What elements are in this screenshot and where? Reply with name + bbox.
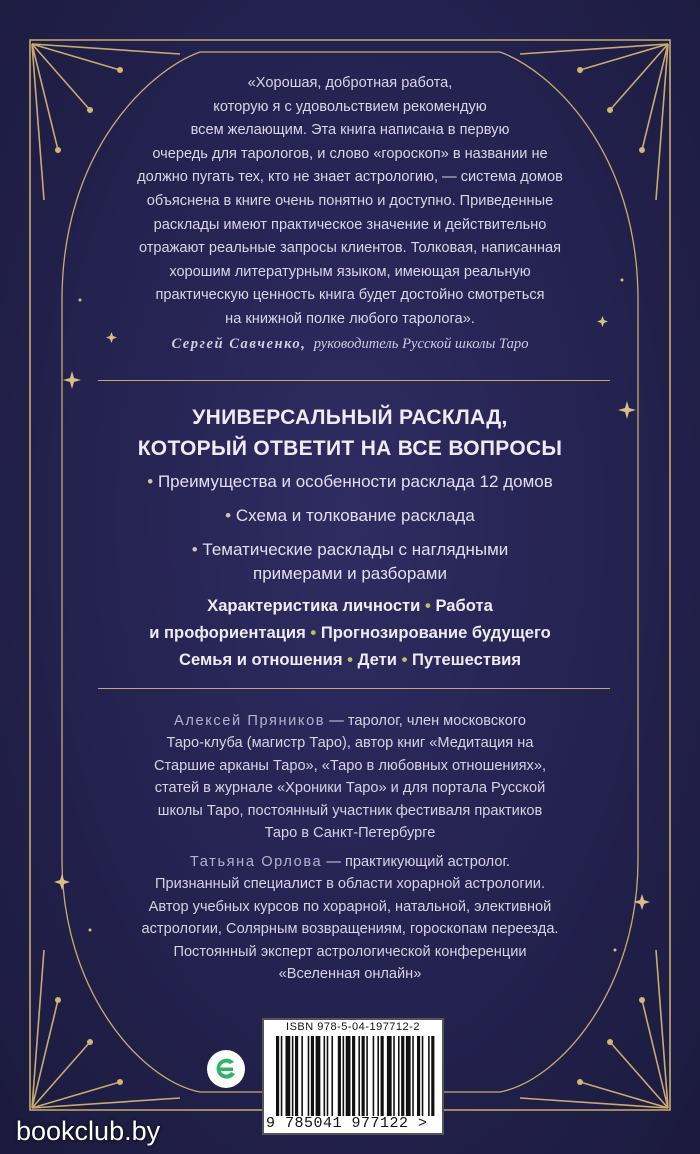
topic: Характеристика личности xyxy=(207,596,421,615)
bio-line: Старшие арканы Таро», «Таро в любовных отношениях», xyxy=(153,757,547,774)
topic: Семья и отношения xyxy=(178,650,343,669)
quote-line: практическую ценность книга будет достойно смотреться xyxy=(155,287,545,304)
feature-text: Тематические расклады с наглядными xyxy=(202,540,509,559)
bio-text: — таролог, член московского xyxy=(325,713,526,729)
divider-top xyxy=(98,380,610,381)
quote-line: очередь для тарологов, и слово «гороскоп» в названии не xyxy=(152,145,548,162)
quote-line: должно пугать тех, кто не знает астрологию, — система домов xyxy=(137,169,563,186)
heading-line-1: УНИВЕРСАЛЬНЫЙ РАСКЛАД, xyxy=(192,406,508,429)
topic: Дети xyxy=(357,650,397,669)
quote-line: объяснена в книге очень понятно и доступно. Приведенные xyxy=(146,192,554,209)
feature-item-3 xyxy=(60,538,640,586)
bio-line: Автор учебных курсов по хорарной, натальной, элективной xyxy=(148,898,552,915)
bio-line: статей в журнале «Хроники Таро» и для портала Русской xyxy=(154,780,546,797)
quote-attribution xyxy=(90,336,610,353)
bullet-icon: • xyxy=(425,596,431,615)
bio-line: «Вселенная онлайн» xyxy=(278,966,422,983)
bullet-icon: • xyxy=(147,472,154,491)
quote-line: расклады имеют практическое значение и действительно xyxy=(153,216,547,233)
barcode-icon xyxy=(276,1036,436,1116)
author-name: Татьяна Орлова xyxy=(189,854,323,870)
main-heading xyxy=(70,402,630,464)
quote-line: отражают реальные запросы клиентов. Толковая, написанная xyxy=(138,240,562,257)
feature-text: Схема и толкование расклада xyxy=(235,506,475,525)
divider-middle xyxy=(98,688,610,689)
topic: и профориентация xyxy=(149,623,306,642)
bullet-icon: • xyxy=(225,506,232,525)
publisher-logo-icon xyxy=(205,1048,247,1090)
topic: Путешествия xyxy=(412,650,522,669)
bio-line: школы Таро, постоянный участник фестиваля практиков xyxy=(157,802,543,819)
feature-text: Преимущества и особенности расклада 12 домов xyxy=(157,472,553,491)
quote-line: всем желающим. Эта книга написана в первую xyxy=(190,122,510,139)
watermark: bookclub.by xyxy=(16,1116,161,1146)
feature-text: примерами и разборами xyxy=(253,564,447,583)
heading-line-2: КОТОРЫЙ ОТВЕТИТ НА ВСЕ ВОПРОСЫ xyxy=(137,437,563,460)
topic: Работа xyxy=(435,596,493,615)
quote-line: которую я с удовольствием рекомендую xyxy=(213,98,487,115)
bio-line: Признанный специалист в области хорарной астрологии. xyxy=(155,876,545,893)
bio-line: Таро в Санкт-Петербурге xyxy=(264,825,436,842)
quote-author-name: Сергей Савченко, xyxy=(171,336,307,352)
feature-item-2 xyxy=(60,504,640,528)
barcode-digits: 9 785041 977122 > xyxy=(266,1115,428,1132)
quote-author-role: руководитель Русской школы Таро xyxy=(313,336,529,352)
bio-line: астрологии, Солярным возвращениям, гороскопам переезда. xyxy=(141,921,559,938)
bio-line: Постоянный эксперт астрологической конференции xyxy=(173,943,527,960)
isbn-barcode xyxy=(262,1018,444,1135)
bullet-icon: • xyxy=(347,650,353,669)
bio-text: — практикующий астролог. xyxy=(322,854,511,870)
bio-line: Таро-клуба (магистр Таро), автор книг «Медитация на xyxy=(166,735,534,752)
author-bio-1 xyxy=(70,710,630,844)
author-bio-2 xyxy=(70,851,630,985)
topic: Прогнозирование будущего xyxy=(320,623,551,642)
author-name: Алексей Пряников xyxy=(174,713,326,729)
topics-list xyxy=(80,592,620,673)
review-quote xyxy=(137,72,563,332)
feature-item-1 xyxy=(60,470,640,494)
quote-line: «Хорошая, добротная работа, xyxy=(247,75,453,91)
quote-line: на книжной полке любого таролога». xyxy=(225,310,475,327)
bullet-icon: • xyxy=(191,540,198,559)
isbn-number: ISBN 978-5-04-197712-2 xyxy=(286,1021,420,1033)
quote-line: хорошим литературным языком, имеющая реальную xyxy=(169,263,531,280)
bullet-icon: • xyxy=(401,650,408,669)
bullet-icon: • xyxy=(310,623,317,642)
